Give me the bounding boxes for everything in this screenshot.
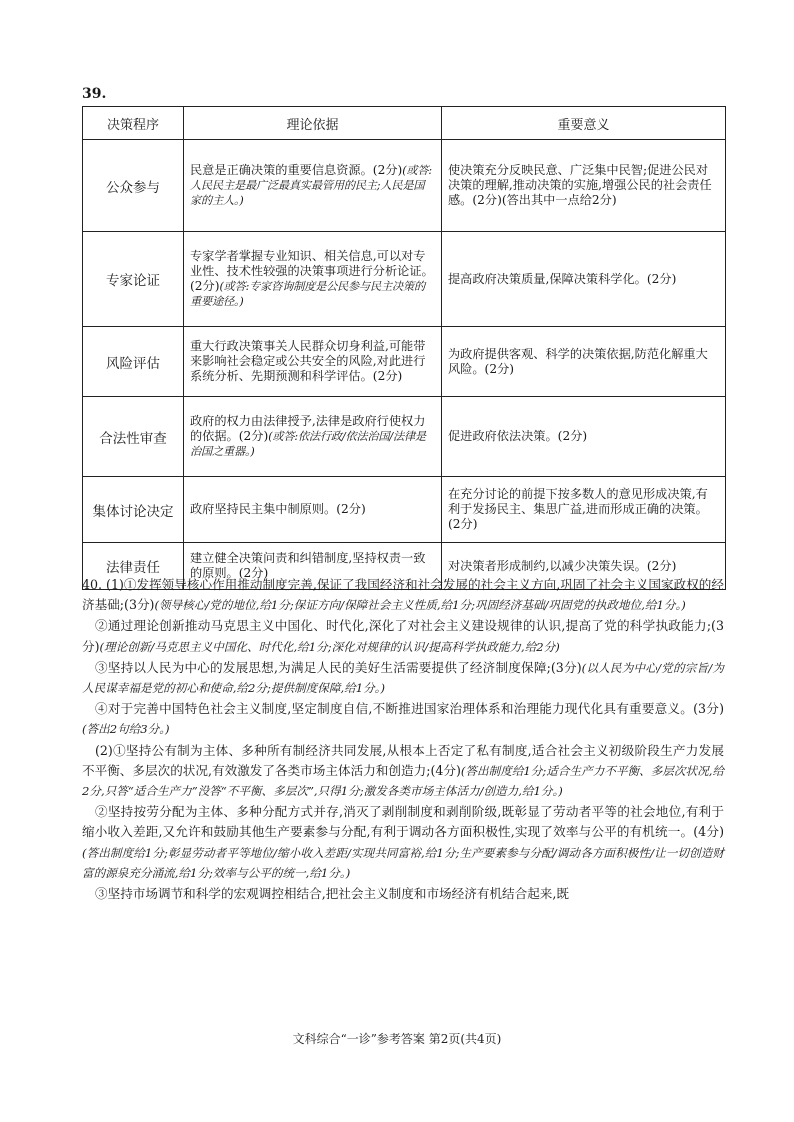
table-row bbox=[83, 327, 726, 397]
scoring-note: (理论创新/马克思主义中国化、时代化,给1分;深化对规律的认识/提高科学执政能力,给2分) bbox=[99, 639, 560, 654]
basis-main: 民意是正确决策的重要信息资源。(2分) bbox=[190, 163, 403, 177]
basis-note: (或答:依法行政/依法治国/法律是治国之重器。) bbox=[190, 430, 426, 458]
answer-paragraph bbox=[82, 616, 724, 656]
significance-cell: 对决策者形成制约,以减少决策失误。(2分) bbox=[442, 543, 726, 590]
basis-main: 政府的权力由法律授予,法律是政府行使权力的依据。(2分) bbox=[190, 414, 426, 443]
header-significance: 重要意义 bbox=[442, 107, 726, 140]
answer-paragraph bbox=[82, 741, 724, 802]
header-step: 决策程序 bbox=[83, 107, 184, 140]
significance-cell: 促进政府依法决策。(2分) bbox=[442, 397, 726, 477]
step-cell: 专家论证 bbox=[83, 232, 184, 327]
scoring-note: (领导核心/党的地位,给1分;保证方向/保障社会主义性质,给1分;巩固经济基础/巩固党的执政地位,给1分。) bbox=[154, 598, 686, 613]
significance-cell: 使决策充分反映民意、广泛集中民智;促进公民对决策的理解,推动决策的实施,增强公民的社会责任感。(2分)(答出其中一点给2分) bbox=[442, 140, 726, 232]
answer-paragraph bbox=[82, 699, 724, 739]
basis-main: 重大行政决策事关人民群众切身利益,可能带来影响社会稳定或公共安全的风险,对此进行系统分析、先期预测和科学评估。(2分) bbox=[190, 339, 426, 383]
basis-cell bbox=[184, 477, 442, 543]
table-row bbox=[83, 140, 726, 232]
table-row bbox=[83, 232, 726, 327]
answer-main: ④对于完善中国特色社会主义制度,坚定制度自信,不断推进国家治理体系和治理能力现代化具有重要意义。(3分) bbox=[95, 701, 724, 717]
answer-paragraph bbox=[82, 884, 724, 904]
answer-main: 40. (1)①发挥领导核心作用推动制度完善,保证了我国经济和社会发展的社会主义方向,巩固了社会主义国家政权的经济基础;(3分) bbox=[82, 577, 724, 613]
significance-cell: 在充分讨论的前提下按多数人的意见形成决策,有利于发扬民主、集思广益,进而形成正确的决策。(2分) bbox=[442, 477, 726, 543]
answer-main: ②通过理论创新推动马克思主义中国化、时代化,深化了对社会主义建设规律的认识,提高了党的科学执政能力;(3分) bbox=[82, 618, 724, 654]
answer-main: (2)①坚持公有制为主体、多种所有制经济共同发展,从根本上否定了私有制度,适合社会主义初级阶段生产力发展不平衡、多层次的状况,有效激发了各类市场主体活力和创造力;(4分) bbox=[82, 742, 724, 778]
scoring-note: (答出制度给1分;适合生产力不平衡、多层次状况,给2分,只答“适合生产力”没答“不平衡、多层次”,只得1分;激发各类市场主体活力/创造力,给1分。) bbox=[82, 763, 724, 799]
basis-main: 建立健全决策问责和纠错制度,坚持权责一致的原则。(2分) bbox=[190, 551, 426, 580]
header-basis: 理论依据 bbox=[184, 107, 442, 140]
table-row bbox=[83, 397, 726, 477]
step-cell: 合法性审查 bbox=[83, 397, 184, 477]
scoring-note: (答出制度给1分;彰显劳动者平等地位/缩小收入差距/实现共同富裕,给1分;生产要素参与分配/调动各方面积极性/让一切创造财富的源泉充分涌流,给1分;效率与公平的统一,给1分。) bbox=[82, 845, 724, 880]
answer-main: ③坚持以人民为中心的发展思想,为满足人民的美好生活需要提供了经济制度保障;(3分) bbox=[95, 659, 582, 675]
answer-main: ②坚持按劳分配为主体、多种分配方式并存,消灭了剥削制度和剥削阶级,既彰显了劳动者平等的社会地位,有利于缩小收入差距,又允许和鼓励其他生产要素参与分配,有利于调动各方面积极性,实现了效率与公平的有机统一。(4分) bbox=[82, 804, 724, 840]
significance-cell: 提高政府决策质量,保障决策科学化。(2分) bbox=[442, 232, 726, 327]
step-cell: 风险评估 bbox=[83, 327, 184, 397]
answer-main: ③坚持市场调节和科学的宏观调控相结合,把社会主义制度和市场经济有机结合起来,既 bbox=[95, 886, 569, 902]
scoring-note: (以人民为中心/党的宗旨/为人民谋幸福是党的初心和使命,给2分;提供制度保障,给1分。) bbox=[82, 660, 724, 696]
decision-procedure-table bbox=[82, 106, 726, 590]
basis-cell bbox=[184, 232, 442, 327]
step-cell: 集体讨论决定 bbox=[83, 477, 184, 543]
answer-paragraph bbox=[82, 575, 724, 615]
basis-main: 政府坚持民主集中制原则。(2分) bbox=[190, 502, 366, 516]
basis-cell bbox=[184, 327, 442, 397]
basis-cell bbox=[184, 397, 442, 477]
basis-cell bbox=[184, 140, 442, 232]
answer-paragraph bbox=[82, 658, 724, 698]
step-cell: 法律责任 bbox=[83, 543, 184, 590]
step-cell: 公众参与 bbox=[83, 140, 184, 232]
table-header-row bbox=[83, 107, 726, 140]
page-footer: 文科综合“一诊”参考答案 第2页(共4页) bbox=[292, 1032, 502, 1046]
table-row bbox=[83, 477, 726, 543]
basis-note: (或答:专家咨询制度是公民参与民主决策的重要途径。) bbox=[190, 280, 425, 308]
scoring-note: (答出2句给3分。) bbox=[82, 722, 170, 737]
answer-paragraph bbox=[82, 802, 724, 883]
basis-note: (或答:人民民主是最广泛最真实最管用的民主;人民是国家的主人。) bbox=[190, 164, 432, 207]
significance-cell: 为政府提供客观、科学的决策依据,防范化解重大风险。(2分) bbox=[442, 327, 726, 397]
question-39-number: 39. bbox=[82, 86, 107, 102]
basis-main: 专家学者掌握专业知识、相关信息,可以对专业性、技术性较强的决策事项进行分析论证。(2分) bbox=[190, 249, 434, 293]
question-40-answers bbox=[82, 575, 724, 905]
